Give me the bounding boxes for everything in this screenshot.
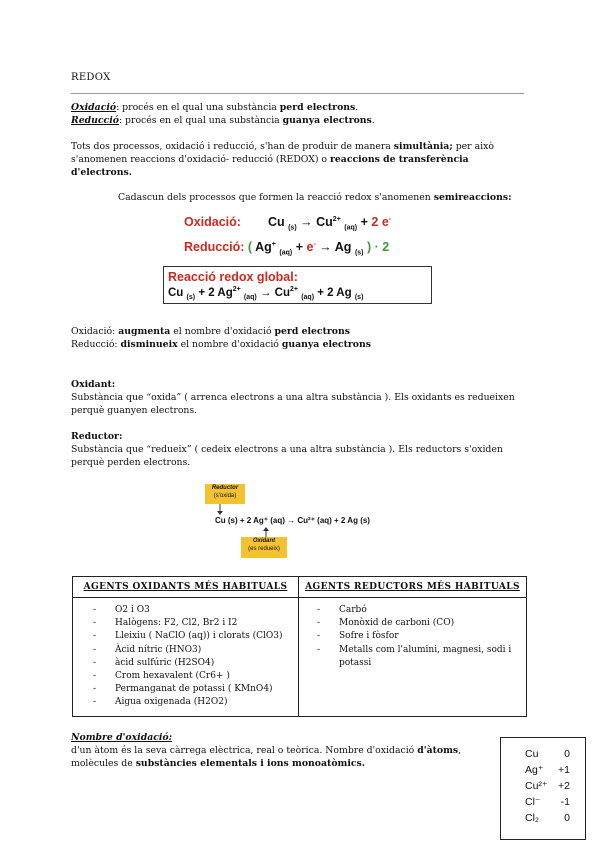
definition-oxidacio: Oxidació: procés en el qual una substància perd electrons. — [71, 102, 359, 113]
intro-text: Cadascun dels processos que formen la reacció redox s'anomenen — [118, 192, 434, 203]
agents-table — [72, 576, 527, 717]
reduction-label: Reducció: — [184, 240, 245, 254]
species: Cu²⁺ — [525, 780, 548, 792]
oxidant-heading — [71, 378, 531, 391]
eq-sup: 2+ — [232, 286, 241, 293]
eq-sub: (s) — [354, 249, 364, 257]
eq-paren: ( — [247, 240, 253, 254]
species: Cl₂ — [525, 812, 539, 824]
eq-paren: ) — [366, 240, 372, 254]
semireaccions-intro — [118, 192, 538, 203]
reductors-header-cell — [299, 577, 527, 598]
list-item: - àcid sulfúric (H2SO4) — [93, 657, 298, 670]
eq-sup: + — [271, 240, 276, 248]
list-item: - Aigua oxigenada (H2O2) — [93, 696, 298, 709]
definition-text: : procés en el qual una substància — [118, 115, 283, 126]
eq-term: Cu — [168, 286, 184, 299]
title-divider — [71, 93, 524, 94]
paragraph-text: Tots dos processos, oxidació i reducció, s'han de produir de manera — [71, 141, 394, 152]
heading-text: Nombre d'oxidació: — [71, 732, 173, 743]
eq-sub: (s) — [288, 224, 297, 232]
paragraph-bold: substàncies elementals i ions monoatòmics. — [135, 758, 366, 769]
oxidation-example-row — [525, 796, 570, 808]
paragraph-text: per això s'anomenen reaccions d'oxidació- reducció (REDOX) o — [71, 141, 494, 165]
tag-subtitle: (s'oxida) — [213, 493, 237, 499]
diagram-equation: Cu (s) + 2 Ag⁺ (aq) → Cu²⁺ (aq) + 2 Ag (s) — [215, 516, 370, 525]
paragraph-text: d'un àtom és la seva càrrega elèctrica, real o teòrica. Nombre d'oxidació — [71, 745, 418, 756]
eq-plus: + — [360, 215, 368, 229]
line-text: Reducció: — [71, 339, 121, 350]
paragraph-bold: simultània; — [393, 141, 453, 152]
line-text: Oxidació: — [71, 326, 119, 337]
eq-sup: - — [388, 215, 392, 223]
eq-electron: e — [306, 240, 314, 254]
eq-sub: (aq) — [243, 294, 257, 302]
eq-sub: (aq) — [344, 224, 358, 232]
eq-sup: 2+ — [332, 215, 341, 223]
oxidation-example-row — [525, 748, 570, 760]
list-item: - Carbó — [317, 604, 526, 617]
tag-title: Oxidant — [252, 538, 276, 544]
list-item: - Lleixiu ( NaClO (aq)) i clorats (ClO3) — [93, 630, 298, 643]
oxidation-number-line — [71, 325, 531, 338]
definition-reduccio: Reducció: procés en el qual una substància guanya electrons. — [71, 115, 375, 126]
line-text: el nombre d'oxidació — [170, 326, 275, 337]
reductor-text: Substància que “redueix” ( cedeix electrons a una altra substància ). Els reductors s'oxiden perquè perden electrons. — [71, 444, 503, 468]
species: Ag⁺ — [525, 764, 544, 776]
intro-bold: semireaccions: — [433, 192, 512, 203]
list-item: - Metalls com l'alumini, magnesi, sodi i potassi — [317, 644, 526, 670]
eq-sub: (s) — [354, 294, 364, 302]
page-title: REDOX — [71, 72, 111, 83]
tag-subtitle: (es redueix) — [248, 546, 280, 552]
oxidation-value: 0 — [564, 748, 570, 760]
eq-electrons: 2 e — [371, 215, 389, 229]
definition-bold: perd electrons — [279, 102, 356, 113]
eq-term: Cu — [267, 215, 285, 229]
reductor-arrow-icon — [214, 504, 226, 516]
list-item: - Crom hexavalent (Cr6+ ) — [93, 670, 298, 683]
oxidants-list-cell — [73, 598, 299, 717]
oxidants-header: AGENTS OXIDANTS MÉS HABITUALS — [83, 582, 288, 592]
list-item: - Permanganat de potassi ( KMnO4) — [93, 683, 298, 696]
eq-multiplier: · 2 — [374, 240, 390, 254]
tag-title: Reductor — [211, 485, 239, 491]
oxidants-list — [73, 604, 298, 710]
arrow-icon: → — [319, 240, 332, 254]
oxidation-examples-box — [500, 737, 586, 840]
oxidation-example-row — [525, 812, 570, 824]
reduction-half-reaction — [184, 240, 389, 257]
eq-term: Cu — [274, 286, 290, 299]
list-item: - Àcid nítric (HNO3) — [93, 644, 298, 657]
eq-term: Ag — [334, 240, 352, 254]
term-reduccio: Reducció — [71, 115, 119, 126]
oxidation-label: Oxidació: — [184, 215, 241, 229]
line-text: el nombre d'oxidació — [177, 339, 282, 350]
reduction-number-line — [71, 338, 531, 351]
paragraph-text: , molècules de — [71, 745, 462, 769]
oxidation-example-row — [525, 764, 570, 776]
eq-sub: (aq) — [301, 294, 315, 302]
oxidants-header-cell — [73, 577, 299, 598]
oxidation-value: +1 — [558, 764, 570, 776]
eq-sub: (aq) — [279, 249, 293, 257]
reductors-list-cell — [299, 598, 527, 717]
line-bold: guanya electrons — [281, 339, 371, 350]
oxidation-half-reaction — [184, 215, 391, 232]
list-item: - Halògens: F2, Cl2, Br2 i I2 — [93, 617, 298, 630]
global-reaction-label: Reacció redox global: — [168, 270, 298, 284]
species: Cu — [525, 748, 539, 760]
eq-sub: (s) — [186, 294, 196, 302]
oxidation-value: -1 — [560, 796, 570, 808]
eq-sup: 2+ — [290, 286, 298, 293]
reductor-heading — [71, 430, 531, 443]
oxidation-value: 0 — [564, 812, 570, 824]
oxidation-example-row — [525, 780, 570, 792]
eq-term: + 2 Ag — [317, 286, 352, 299]
paragraph-bold: reaccions de transferència d'electrons. — [71, 154, 469, 178]
reductors-header: AGENTS REDUCTORS MÉS HABITUALS — [305, 582, 520, 592]
line-bold: disminueix — [120, 339, 178, 350]
arrow-icon: → — [300, 215, 313, 229]
global-reaction-equation — [168, 286, 363, 301]
nombre-oxidacio-text — [71, 744, 491, 770]
oxidant-text: Substància que “oxida” ( arrenca electrons a una altra substància ). Els oxidants es redueixen perquè guanyen electrons. — [71, 392, 515, 416]
eq-term: + 2 Ag — [198, 286, 233, 299]
arrow-icon: → — [259, 286, 272, 299]
line-bold: augmenta — [118, 326, 171, 337]
term-oxidacio: Oxidació — [71, 102, 117, 113]
species: Cl⁻ — [525, 796, 541, 808]
oxidation-value: +2 — [558, 780, 570, 792]
eq-sup: - — [313, 240, 316, 248]
reductors-list — [299, 604, 526, 670]
eq-plus: + — [295, 240, 303, 254]
list-item: - Monòxid de carboni (CO) — [317, 617, 526, 630]
list-item: - Sofre i fòsfor — [317, 630, 526, 643]
heading-text: Oxidant: — [71, 379, 116, 390]
list-item: - O2 i O3 — [93, 604, 298, 617]
nombre-oxidacio-heading — [71, 731, 531, 744]
definition-bold: guanya electrons — [282, 115, 372, 126]
eq-term: Ag — [255, 240, 272, 254]
definition-text: : procés en el qual una substància — [116, 102, 280, 113]
eq-term: Cu — [316, 215, 333, 229]
intro-paragraph — [71, 140, 529, 179]
paragraph-bold: d'àtoms — [417, 745, 459, 756]
oxidant-tag — [241, 537, 287, 558]
global-reaction-box — [163, 266, 432, 304]
reductor-tag — [205, 484, 245, 504]
heading-text: Reductor: — [71, 431, 123, 442]
line-bold: perd electrons — [274, 326, 350, 337]
